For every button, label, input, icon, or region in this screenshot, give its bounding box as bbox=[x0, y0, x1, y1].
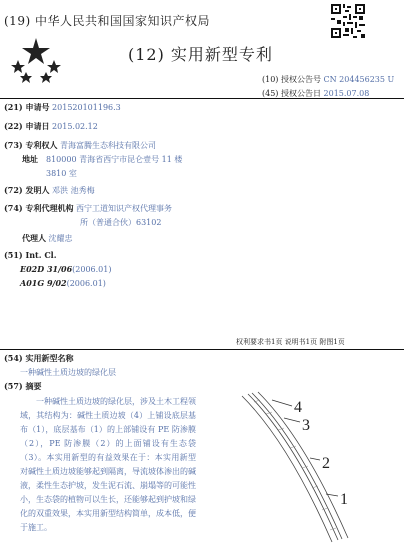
publication-number: CN 204456235 U bbox=[323, 75, 395, 84]
application-number-row bbox=[4, 102, 121, 113]
patentee-row bbox=[4, 140, 156, 151]
int-cl-code-2: A01G 9/02 bbox=[20, 278, 67, 288]
leader-3 bbox=[284, 418, 300, 422]
utility-model-title: 一种碱性土质边坡的绿化层 bbox=[20, 368, 116, 377]
issuing-office: (19) 中华人民共和国国家知识产权局 bbox=[4, 14, 210, 28]
agent: 沈耀忠 bbox=[48, 234, 73, 243]
figure-label-1: 1 bbox=[340, 491, 348, 508]
agency-label: (74) 专利代理机构 bbox=[4, 203, 74, 213]
application-date-label: (22) 申请日 bbox=[4, 121, 50, 131]
leader-2 bbox=[310, 458, 320, 460]
application-number: 201520101196.3 bbox=[52, 103, 121, 112]
leader-4 bbox=[272, 400, 292, 406]
page-counts: 权利要求书1页 说明书1页 附图1页 bbox=[236, 338, 345, 346]
agent-row bbox=[22, 233, 73, 244]
publication-date: 2015.07.08 bbox=[323, 89, 370, 98]
int-cl-year-1: (2006.01) bbox=[72, 265, 112, 274]
office-logo bbox=[6, 34, 66, 84]
qr-code-icon bbox=[331, 4, 365, 38]
header-divider bbox=[0, 98, 404, 99]
inventor-row bbox=[4, 185, 95, 196]
document-type: (12) 实用新型专利 bbox=[128, 45, 273, 64]
int-cl-row-1 bbox=[20, 264, 111, 275]
publication-number-row bbox=[262, 74, 394, 85]
int-cl-label: (51) Int. Cl. bbox=[4, 250, 57, 260]
int-cl-code-1: E02D 31/06 bbox=[20, 264, 73, 274]
slope-surface-line bbox=[242, 396, 332, 542]
address-label: 地址 bbox=[22, 154, 38, 164]
inventors: 邓洪 池秀梅 bbox=[52, 186, 95, 195]
patentee-label: (73) 专利权人 bbox=[4, 140, 58, 150]
figure-label-2: 2 bbox=[322, 455, 330, 472]
agency-row bbox=[4, 203, 172, 214]
section-divider bbox=[0, 349, 404, 350]
agency-line-2: 所（普通合伙）63102 bbox=[80, 218, 162, 227]
address-line-1: 810000 青海省西宁市昆仑壹号 11 楼 bbox=[46, 155, 183, 164]
int-cl-year-2: (2006.01) bbox=[66, 279, 106, 288]
eco-bag-line bbox=[258, 392, 348, 538]
slope-structure-figure bbox=[214, 388, 400, 546]
application-date-row bbox=[4, 121, 98, 132]
inventor-label: (72) 发明人 bbox=[4, 185, 50, 195]
application-date: 2015.02.12 bbox=[52, 122, 98, 131]
address-line-2: 3810 室 bbox=[46, 169, 77, 178]
figure-label-3: 3 bbox=[302, 417, 310, 434]
figure-label-4: 4 bbox=[294, 399, 302, 416]
application-number-label: (21) 申请号 bbox=[4, 102, 50, 112]
publication-date-label: (45) 授权公告日 bbox=[262, 89, 321, 98]
title-label: (54) 实用新型名称 bbox=[4, 353, 74, 363]
publication-number-label: (10) 授权公告号 bbox=[262, 75, 321, 84]
agent-label: 代理人 bbox=[22, 233, 46, 243]
abstract-text: 一种碱性土质边坡的绿化层，涉及土木工程领域，其结构为：碱性土质边坡（4）上铺设底层基布（1），底层基布（1）的上部铺设有 PE 防渗膜（2），PE 防渗膜（2）的上面铺设有生态袋（3）。本实用新型的有益效果在于：本实用新型对碱性土质边坡能够起到隔离，导流坡体渗出的碱液，柔性生态护坡，发生泥石流、崩塌等的可能性小，生态袋的植物可以生长，还能够起到护坡和绿化的双重效果，本实用新型结构简单，成本低，便于施工。 bbox=[20, 397, 196, 532]
agency-line-1: 西宁工道知识产权代理事务 bbox=[76, 204, 173, 213]
int-cl-row-2 bbox=[20, 278, 106, 289]
patentee: 青海富腾生态科技有限公司 bbox=[60, 141, 157, 150]
abstract-label: (57) 摘要 bbox=[4, 381, 42, 391]
